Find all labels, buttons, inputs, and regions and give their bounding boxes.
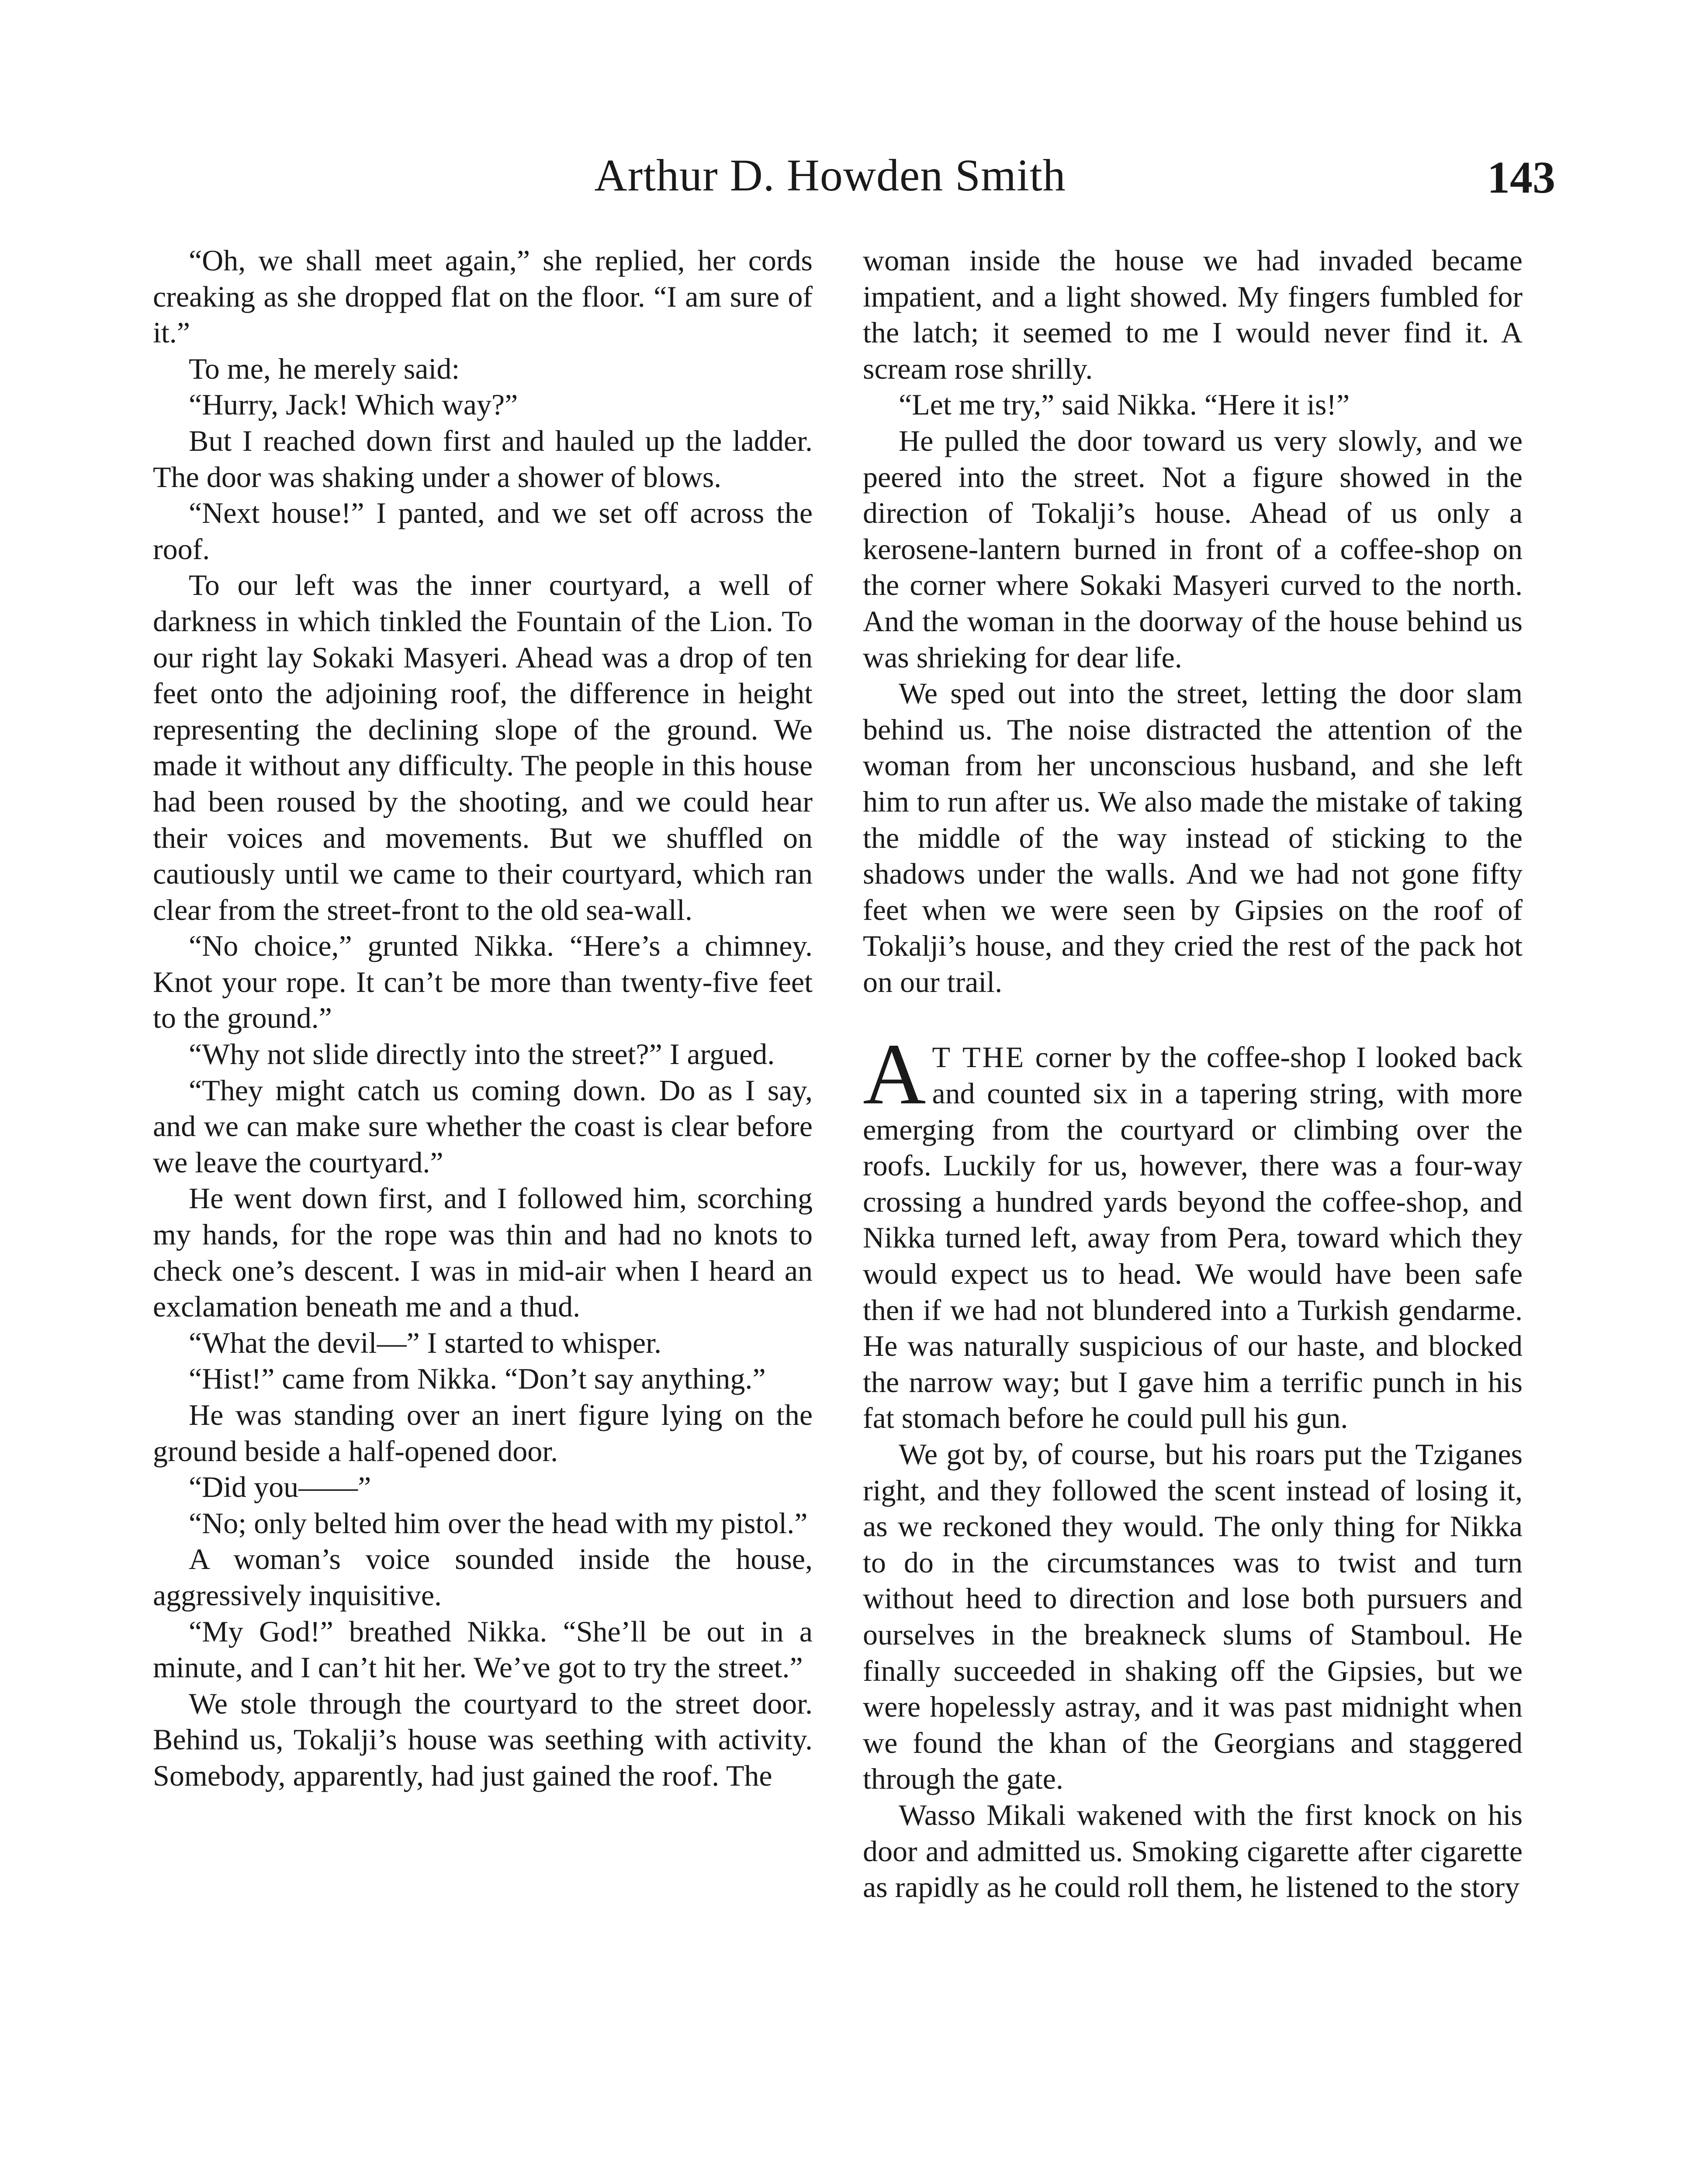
paragraph: To me, he merely said: xyxy=(189,352,460,385)
paragraph: “My God!” breathed Nikka. “She’ll be out in a minute, and I can’t hit her. We’ve got to try the street.” xyxy=(153,1614,813,1684)
paragraph: “Did you——” xyxy=(189,1470,371,1504)
page-number: 143 xyxy=(1487,152,1555,203)
paragraph: He went down first, and I followed him, scorching my hands, for the rope was thin and had no knots to check one’s descent. I was in mid-air when I heard an exclamation beneath me and a thud. xyxy=(153,1182,813,1324)
paragraph: “Oh, we shall meet again,” she replied, her cords creaking as she dropped flat on the floor. “I am sure of it.” xyxy=(153,244,813,349)
paragraph: He pulled the door toward us very slowly, and we peered into the street. Not a figure showed in the direction of Tokalji’s house. Ahead of us only a kerosene-lantern burned in front of a coffee-shop on the corner where Sokaki Masyeri curved to the north. And the woman in the doorway of the house behind us was shrieking for dear life. xyxy=(863,424,1523,674)
drop-cap-text: corner by the coffee-shop I looked back and counted six in a tapering string, with more emerging from the courtyard or climbing over the roofs. Luckily for us, however, there was a four-way crossing a hundred yards beyond the coffee-shop, and Nikka turned left, away from Pera, toward which they would expect us to head. We would have been safe then if we had not blundered into a Turkish gendarme. He was naturally suspicious of our haste, and blocked the narrow way; but I gave him a terrific punch in his fat stomach before he could pull his gun. xyxy=(863,1040,1523,1435)
paragraph: woman inside the house we had invaded became impatient, and a light showed. My fingers fumbled for the latch; it seemed to me I would never find it. A scream rose shrilly. xyxy=(863,244,1523,385)
dropcap-paragraph xyxy=(863,1026,1523,1436)
paragraph: But I reached down first and hauled up the ladder. The door was shaking under a shower of blows. xyxy=(153,424,813,494)
paragraph: “Let me try,” said Nikka. “Here it is!” xyxy=(899,388,1350,422)
paragraph: “Next house!” I panted, and we set off across the roof. xyxy=(153,496,813,566)
paragraph: He was standing over an inert figure lying on the ground beside a half-opened door. xyxy=(153,1398,813,1468)
section-break xyxy=(863,1000,1523,1039)
paragraph: “Hist!” came from Nikka. “Don’t say anything.” xyxy=(189,1362,766,1396)
paragraph: We got by, of course, but his roars put the Tziganes right, and they followed the scent instead of losing it, as we reckoned they would. The only thing for Nikka to do in the circumstances was to twist and turn without heed to direction and lose both pursuers and ourselves in the breakneck slums of Stamboul. He finally succeeded in shaking off the Gipsies, but we were hopelessly astray, and it was past midnight when we found the khan of the Georgians and staggered through the gate. xyxy=(863,1438,1523,1796)
paragraph: Wasso Mikali wakened with the first knock on his door and admitted us. Smoking cigarette after cigarette as rapidly as he could roll them, he listened to the story xyxy=(863,1798,1523,1904)
paragraph: A woman’s voice sounded inside the house, aggressively inquisitive. xyxy=(153,1542,813,1612)
running-header-author: Arthur D. Howden Smith xyxy=(594,150,1066,200)
drop-cap-smallcaps: T THE xyxy=(932,1040,1026,1074)
paragraph: “What the devil—” I started to whisper. xyxy=(189,1326,661,1359)
paragraph: “Hurry, Jack! Which way?” xyxy=(189,388,518,422)
left-column xyxy=(153,242,813,1794)
paragraph: “No choice,” grunted Nikka. “Here’s a chimney. Knot your rope. It can’t be more than twenty-five feet to the ground.” xyxy=(153,929,813,1035)
drop-cap: A xyxy=(863,1026,926,1123)
right-column xyxy=(863,242,1523,1905)
paragraph: We sped out into the street, letting the door slam behind us. The noise distracted the attention of the woman from her unconscious husband, and she left him to run after us. We also made the mistake of taking the middle of the way instead of sticking to the shadows under the walls. And we had not gone fifty feet when we were seen by Gipsies on the roof of Tokalji’s house, and they cried the rest of the pack hot on our trail. xyxy=(863,677,1523,999)
paragraph: “They might catch us coming down. Do as I say, and we can make sure whether the coast is clear before we leave the courtyard.” xyxy=(153,1073,813,1179)
paragraph: We stole through the courtyard to the street door. Behind us, Tokalji’s house was seething with activity. Somebody, apparently, had just gained the roof. The xyxy=(153,1686,813,1792)
paragraph: “No; only belted him over the head with my pistol.” xyxy=(189,1506,808,1540)
paragraph: “Why not slide directly into the street?” I argued. xyxy=(189,1037,775,1071)
paragraph: To our left was the inner courtyard, a well of darkness in which tinkled the Fountain of the Lion. To our right lay Sokaki Masyeri. Ahead was a drop of ten feet onto the adjoining roof, the difference in height representing the declining slope of the ground. We made it without any difficulty. The people in this house had been roused by the shooting, and we could hear their voices and movements. But we shuffled on cautiously until we came to their courtyard, which ran clear from the street-front to the old sea-wall. xyxy=(153,568,813,926)
